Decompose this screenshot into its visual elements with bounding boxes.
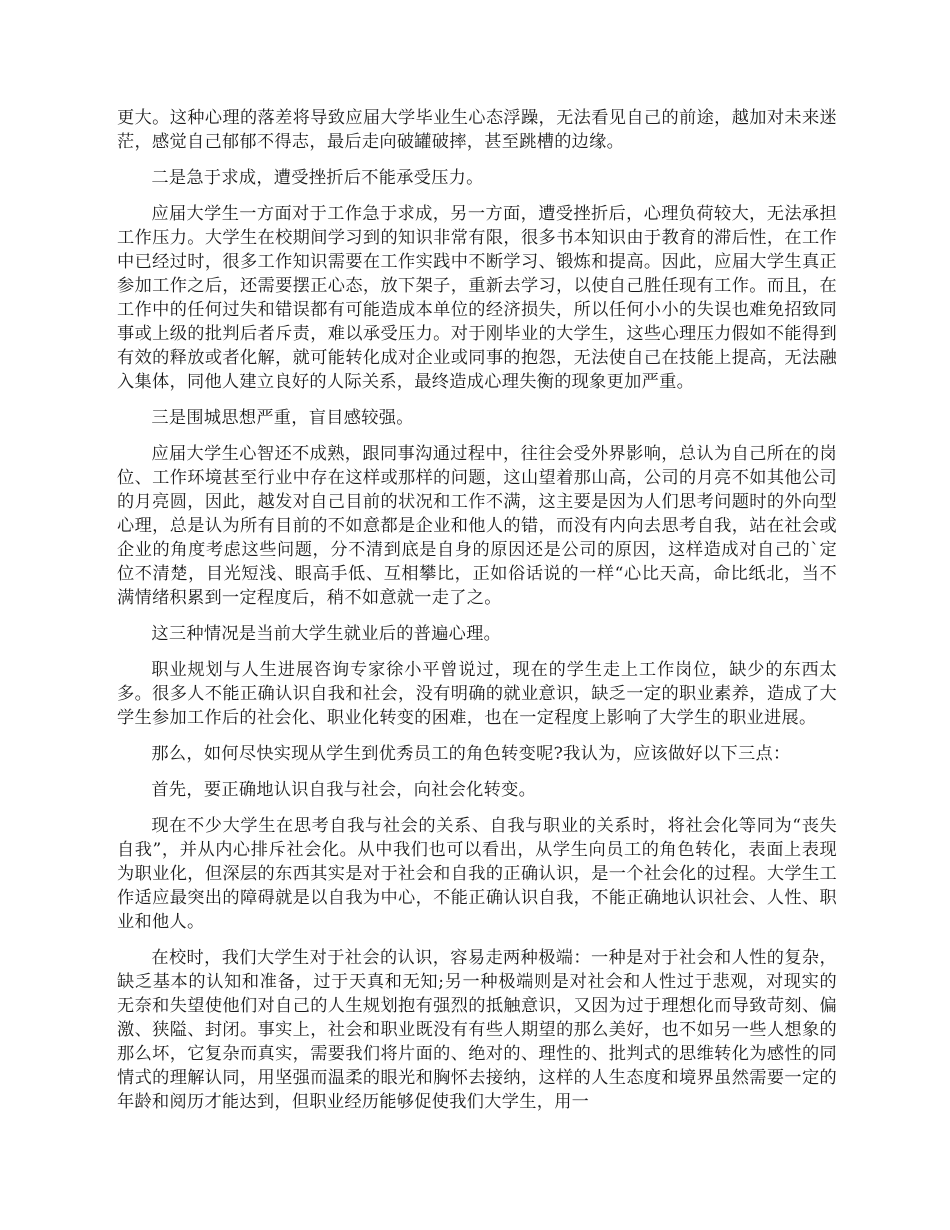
paragraph-1: 更大。这种心理的落差将导致应届大学毕业生心态浮躁，无法看见自己的前途，越加对未来迷茫，感觉自己郁郁不得志，最后走向破罐破摔，甚至跳槽的边缘。 [117,108,837,152]
document-body [117,106,837,1126]
paragraph-2-heading: 二是急于求成，遭受挫折后不能承受压力。 [151,168,484,188]
paragraph-5: 应届大学生心智还不成熟，跟同事沟通过程中，往往会受外界影响，总认为自己所在的岗位、工作环境甚至行业中存在这样或那样的问题，这山望着那山高，公司的月亮不如其他公司的月亮圆，因此，越发对自己目前的状况和工作不满，这主要是因为人们思考问题时的外向型心理，总是认为所有目前的不如意都是企业和他人的错，而没有内向去思考自我，站在社会或企业的角度考虑这些问题，分不清到底是自身的原因还是公司的原因，这样造成对自己的`定位不清楚，目光短浅、眼高手低、互相攀比，正如俗话说的一样“心比天高，命比纸北，当不满情绪积累到一定程度后，稍不如意就一走了之。 [117,444,837,608]
paragraph-11: 在校时，我们大学生对于社会的认识，容易走两种极端：一种是对于社会和人性的复杂，缺乏基本的认知和准备，过于天真和无知;另一种极端则是对社会和人性过于悲观，对现实的无奈和失望使他们对自己的人生规划抱有强烈的抵触意识，又因为过于理想化而导致苛刻、偏激、狭隘、封闭。事实上，社会和职业既没有有些人期望的那么美好，也不如另一些人想象的那么坏，它复杂而真实，需要我们将片面的、绝对的、理性的、批判式的思维转化为感性的同情式的理解认同，用坚强而温柔的眼光和胸怀去接纳，这样的人生态度和境界虽然需要一定的年龄和阅历才能达到，但职业经历能够促使我们大学生，用一 [117,948,837,1112]
paragraph-10: 现在不少大学生在思考自我与社会的关系、自我与职业的关系时，将社会化等同为“丧失自我”，并从内心排斥社会化。从中我们也可以看出，从学生向员工的角色转化，表面上表现为职业化，但深层的东西其实是对于社会和自我的正确认识，是一个社会化的过程。大学生工作适应最突出的障碍就是以自我为中心，不能正确认识自我，不能正确地认识社会、人性、职业和他人。 [117,816,837,932]
paragraph-8: 那么，如何尽快实现从学生到优秀员工的角色转变呢?我认为，应该做好以下三点： [151,744,791,764]
paragraph-6: 这三种情况是当前大学生就业后的普遍心理。 [151,624,502,644]
paragraph-9-heading: 首先，要正确地认识自我与社会，向社会化转变。 [151,780,537,800]
paragraph-3: 应届大学生一方面对于工作急于求成，另一方面，遭受挫折后，心理负荷较大，无法承担工作压力。大学生在校期间学习到的知识非常有限，很多书本知识由于教育的滞后性，在工作中已经过时，很多工作知识需要在工作实践中不断学习、锻炼和提高。因此，应届大学生真正参加工作之后，还需要摆正心态，放下架子，重新去学习，以使自己胜任现有工作。而且，在工作中的任何过失和错误都有可能造成本单位的经济损失，所以任何小小的失误也难免招致同事或上级的批判后者斥责，难以承受压力。对于刚毕业的大学生，这些心理压力假如不能得到有效的释放或者化解，就可能转化成对企业或同事的抱怨，无法使自己在技能上提高，无法融入集体，同他人建立良好的人际关系，最终造成心理失衡的现象更加严重。 [117,204,837,392]
paragraph-7: 职业规划与人生进展咨询专家徐小平曾说过，现在的学生走上工作岗位，缺少的东西太多。很多人不能正确认识自我和社会，没有明确的就业意识，缺乏一定的职业素养，造成了大学生参加工作后的社会化、职业化转变的困难，也在一定程度上影响了大学生的职业进展。 [117,660,837,728]
paragraph-4-heading: 三是围城思想严重，盲目感较强。 [151,408,414,428]
